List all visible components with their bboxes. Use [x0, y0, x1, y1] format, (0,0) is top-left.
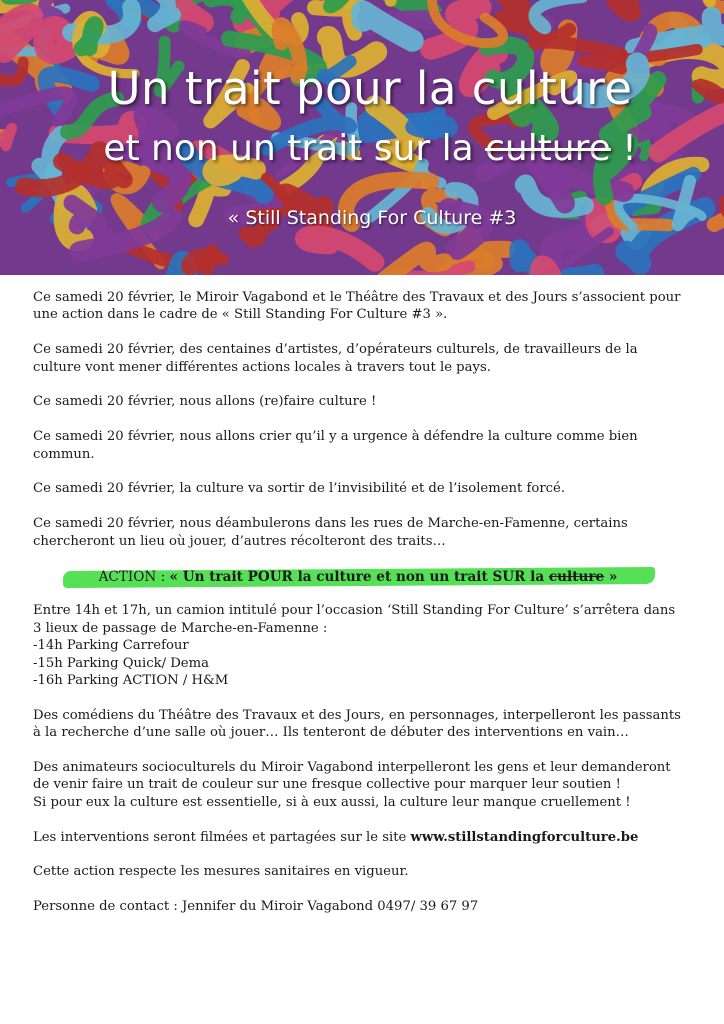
animateurs-text: Des animateurs socioculturels du Miroir Vagabond interpelleront les gens et leur demanderont de venir faire un trait de couleur sur une fresque collective pour marquer leur soutien ! [33, 760, 671, 793]
document-body [33, 289, 683, 933]
site-intro: Les interventions seront filmées et partagées sur le site [33, 829, 411, 845]
banner-title-line2 [0, 128, 724, 169]
painted-banner [0, 0, 724, 275]
schedule-stop: -16h Parking ACTION / H&M [33, 673, 229, 689]
paragraph-deambulation: Ce samedi 20 février, nous déambulerons dans les rues de Marche-en-Famenne, certains chercheront un lieu où jouer, d’autres récolteront des traits… [33, 516, 628, 549]
paragraph-invisibilite: Ce samedi 20 février, la culture va sortir de l’invisibilité et de l’isolement forcé. [33, 481, 566, 497]
paragraph-site [33, 829, 683, 846]
action-struck-word: culture [548, 569, 605, 586]
paragraph-artists: Ce samedi 20 février, des centaines d’artistes, d’opérateurs culturels, de travailleurs de la culture vont mener différentes actions locales à travers tout le pays. [33, 342, 638, 375]
paragraph-comediens: Des comédiens du Théâtre des Travaux et des Jours, en personnages, interpelleront les passants à la recherche d’une salle où jouer… Ils tenteront de débuter des interventions en vain… [33, 707, 681, 741]
banner-subtitle: « Still Standing For Culture #3 [227, 207, 517, 229]
schedule-stop: -15h Parking Quick/ Dema [33, 655, 209, 671]
schedule-stop: -14h Parking Carrefour [33, 638, 189, 654]
paragraph-animateurs [33, 759, 683, 811]
action-heading-text [99, 569, 618, 585]
paragraph-sanitaire: Cette action respecte les mesures sanitaires en vigueur. [33, 864, 409, 880]
paragraph-contact: Personne de contact : Jennifer du Miroir Vagabond 0497/ 39 67 97 [33, 899, 479, 915]
paragraph-urgence: Ce samedi 20 février, nous allons crier qu’il y a urgence à défendre la culture comme bien commun. [33, 429, 638, 462]
paragraph-refaire: Ce samedi 20 février, nous allons (re)faire culture ! [33, 394, 377, 410]
action-heading [33, 567, 683, 589]
title-line2-end: ! [610, 128, 637, 169]
animateurs-question: Si pour eux la culture est essentielle, si à eux aussi, la culture leur manque cruellement ! [33, 794, 631, 810]
banner-title-line1: Un trait pour la culture [107, 62, 633, 115]
schedule-intro: Entre 14h et 17h, un camion intitulé pour l’occasion ‘Still Standing For Culture’ s’arrêtera dans 3 lieux de passage de Marche-en-Famenne : [33, 603, 676, 636]
paragraph-intro: Ce samedi 20 février, le Miroir Vagabond et le Théâtre des Travaux et des Jours s’associent pour une action dans le cadre de « Still Standing For Culture #3 ». [33, 290, 681, 323]
title-line2-start: et non un trait sur la [103, 128, 486, 169]
action-slogan-start: « Un trait POUR la culture et non un trait SUR la [169, 569, 549, 586]
paragraph-schedule [33, 602, 683, 689]
action-slogan-end: » [604, 569, 618, 586]
website-link[interactable]: www.stillstandingforculture.be [410, 829, 639, 845]
title-struck-word: culture [485, 128, 611, 169]
action-label: ACTION : [98, 569, 170, 586]
